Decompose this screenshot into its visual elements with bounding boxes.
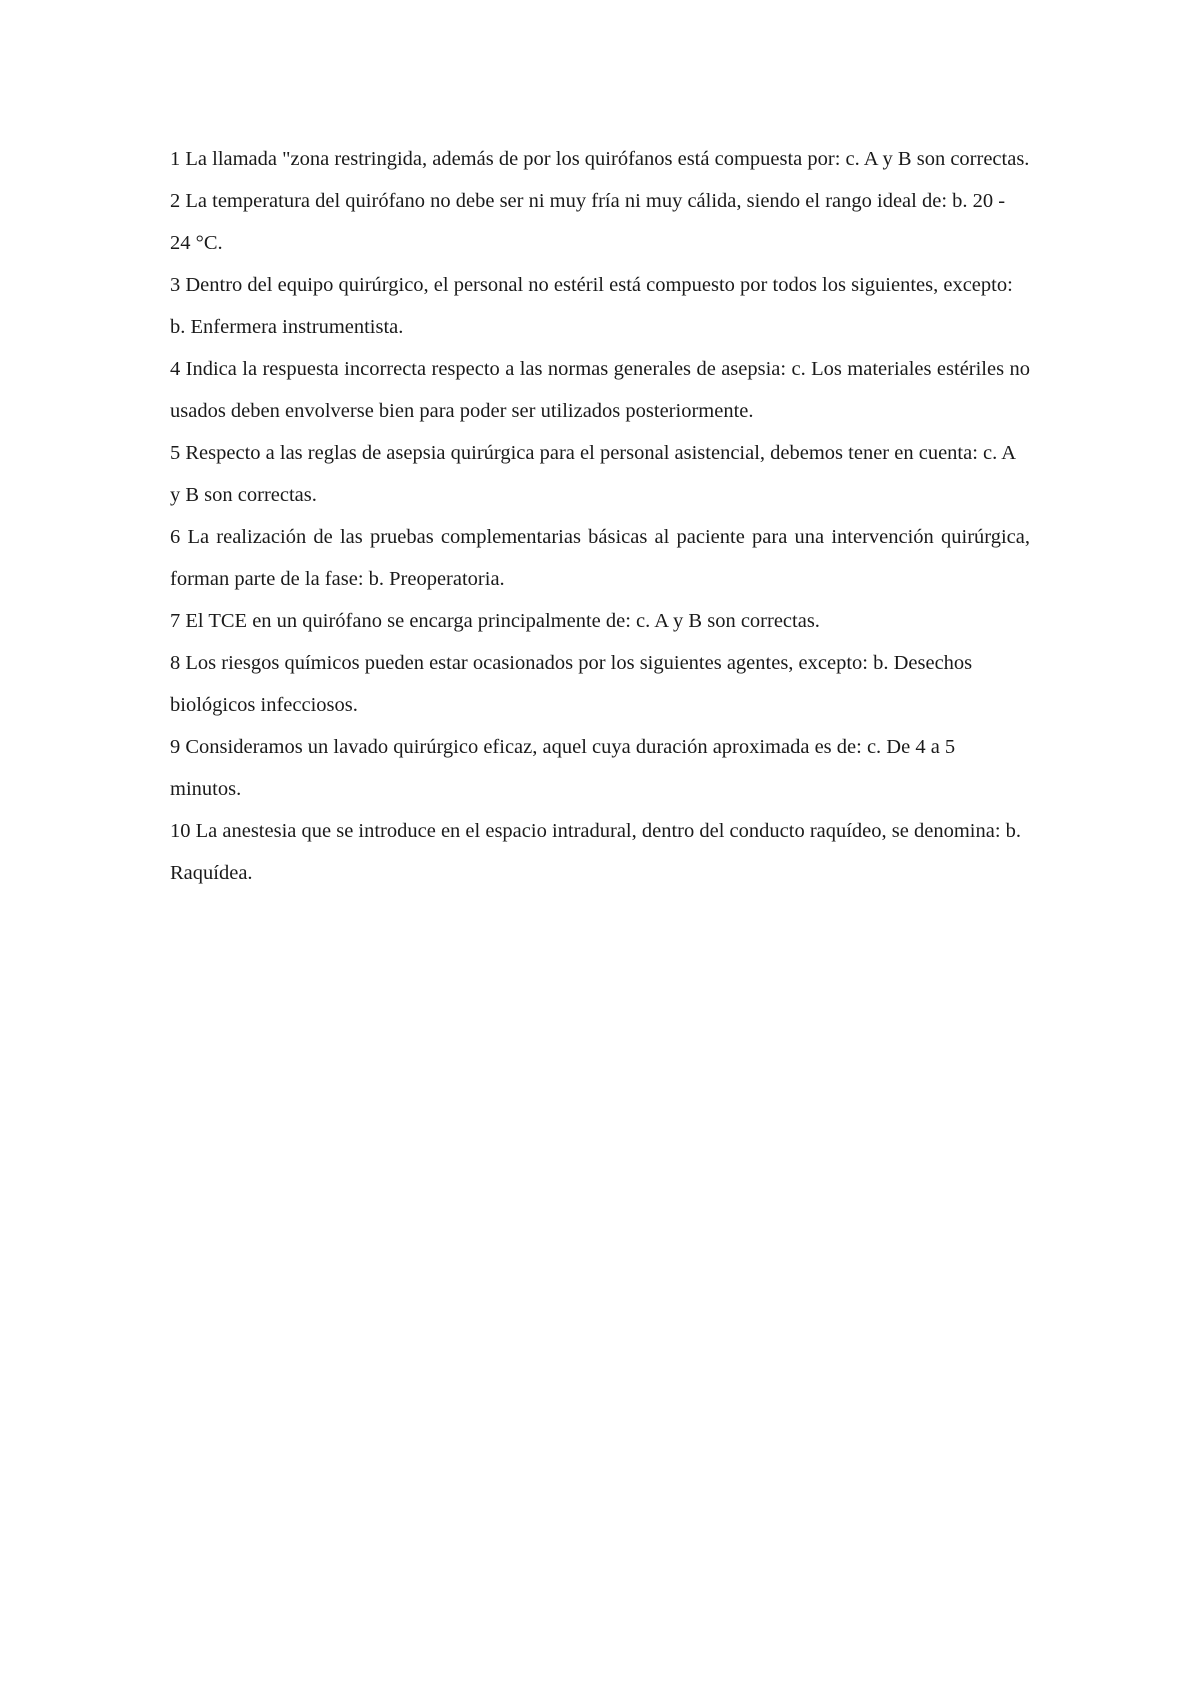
- question-7: 7 El TCE en un quirófano se encarga principalmente de: c. A y B son correctas.: [170, 610, 820, 632]
- question-1: 1 La llamada "zona restringida, además de por los quirófanos está compuesta por: c. A y B son correctas.: [170, 148, 1030, 170]
- question-3: 3 Dentro del equipo quirúrgico, el personal no estéril está compuesto por todos los siguientes, excepto: b. Enfermera instrumentista.: [170, 274, 1013, 338]
- question-6: 6 La realización de las pruebas complementarias básicas al paciente para una intervención quirúrgica, forman parte de la fase: b. Preoperatoria.: [170, 526, 1030, 590]
- question-2: 2 La temperatura del quirófano no debe ser ni muy fría ni muy cálida, siendo el rango ideal de: b. 20 - 24 °C.: [170, 190, 1006, 254]
- question-9: 9 Consideramos un lavado quirúrgico eficaz, aquel cuya duración aproximada es de: c. De 4 a 5 minutos.: [170, 736, 956, 800]
- question-8: 8 Los riesgos químicos pueden estar ocasionados por los siguientes agentes, excepto: b. Desechos biológicos infecciosos.: [170, 652, 973, 716]
- question-5: 5 Respecto a las reglas de asepsia quirúrgica para el personal asistencial, debemos tener en cuenta: c. A y B son correctas.: [170, 442, 1015, 506]
- document-body: [170, 138, 1030, 894]
- question-4: 4 Indica la respuesta incorrecta respecto a las normas generales de asepsia: c. Los materiales estériles no usados deben envolverse bien para poder ser utilizados posteriormente.: [170, 358, 1030, 422]
- question-10: 10 La anestesia que se introduce en el espacio intradural, dentro del conducto raquídeo, se denomina: b. Raquídea.: [170, 820, 1022, 884]
